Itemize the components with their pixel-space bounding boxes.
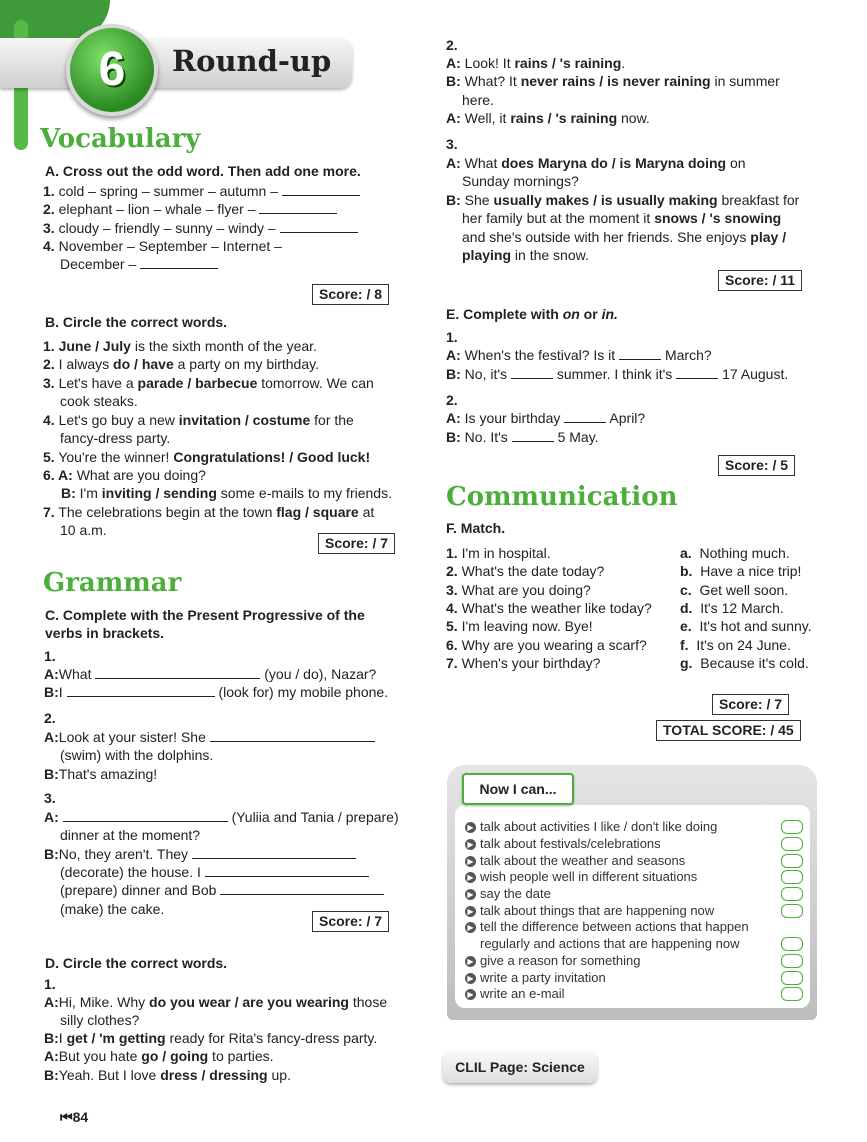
item-text: Let's have a [58,375,138,391]
item-text: The celebrations begin at the town [58,504,277,520]
item-letter: f. [680,637,689,653]
can-item [465,836,661,851]
line-text: (you / do), Nazar? [264,666,377,682]
instruction-f: F. Match. [446,520,506,536]
play-icon: ▶ [465,856,476,867]
item-number: 5. [43,449,55,465]
match-right [680,544,790,563]
item-text: I'm in hospital. [461,545,551,561]
now-i-can-button[interactable]: Now I can... [462,773,574,805]
item-number: 1. [446,545,458,561]
can-item [465,919,749,934]
item-number: 6. [446,637,458,653]
answer-blank[interactable] [259,201,337,214]
item-letter: a. [680,545,692,561]
choice[interactable]: do / have [113,356,174,372]
vocab-b-item: 10 a.m. [60,522,107,538]
checkbox[interactable] [781,837,803,851]
answer-blank[interactable] [282,183,360,196]
vocab-b-item: cook steaks. [60,393,138,409]
line-text: . [621,55,626,71]
can-item [465,970,606,985]
line-text: I [58,1030,67,1046]
dialogue-line: (make) the cake. [60,901,165,917]
play-icon: ▶ [465,956,476,967]
line-text: those [348,994,388,1010]
item-number: 4. [446,600,458,616]
checkbox[interactable] [781,904,803,918]
can-item-text: talk about festivals/celebrations [480,836,661,851]
line-text: (look for) my mobile phone. [218,684,389,700]
dialogue-line: A:Look at your sister! She [44,728,375,747]
line-text: No, it's [464,366,508,382]
vocab-a-item [43,219,358,238]
dialogue-line: B:No, they aren't. They [44,845,356,864]
answer-blank[interactable] [210,729,375,742]
play-icon: ▶ [465,872,476,883]
section-title-vocabulary: Vocabulary [40,124,201,154]
choice[interactable]: dress / dressing [160,1067,268,1083]
dialogue-line: B:I (look for) my mobile phone. [44,684,389,700]
checkbox[interactable] [781,887,803,901]
instruction-d: D. Circle the correct words. [45,955,228,971]
line-text: April? [609,410,646,426]
item-text: It's 12 March. [700,600,784,616]
answer-blank[interactable] [512,429,554,442]
match-left [446,599,652,618]
dialogue-line: B: No, it's summer. I think it's 17 August. [446,366,789,382]
item-letter: d. [680,600,693,616]
choice[interactable]: rains / 's raining [510,110,618,126]
page-number-text: 84 [72,1109,89,1125]
item-text: Because it's cold. [700,655,809,671]
match-left [446,562,604,581]
line-text: What [58,666,92,682]
can-item-continued: regularly and actions that are happening now [480,936,740,951]
item-text: elephant – lion – whale – flyer – [58,201,256,217]
match-left [446,544,551,563]
line-text: now. [617,110,650,126]
play-icon: ▶ [465,989,476,1000]
play-icon: ▶ [465,922,476,933]
item-text: When's your birthday? [461,655,601,671]
vocab-a-item [43,182,360,201]
answer-blank[interactable] [63,809,228,822]
item-number: 1. [44,648,56,664]
answer-blank[interactable] [619,347,661,360]
dialogue-line [60,881,384,900]
line-text: (Yuliia and Tania / prepare) [231,809,399,825]
score-box: Score: / 7 [312,911,389,932]
dialogue-line: A: (Yuliia and Tania / prepare) [44,809,399,825]
vocab-b-item [43,411,354,430]
choice[interactable]: playing [462,247,512,263]
choice[interactable]: flag / square [276,504,359,520]
choice[interactable]: Congratulations! / Good luck! [173,449,371,465]
item-number: 7. [43,504,55,520]
line-text: 17 August. [722,366,789,382]
item-text: Get well soon. [699,582,789,598]
item-text: at [358,504,375,520]
line-text: in the snow. [511,247,589,263]
item-number: B: [61,485,76,501]
line-text: up. [267,1067,291,1083]
item-letter: c. [680,582,692,598]
item-text: December – [60,256,137,272]
dialogue-line: B:Yeah. But I love dress / dressing up. [44,1067,291,1083]
line-text: on [726,155,746,171]
line-text: ready for Rita's fancy-dress party. [165,1030,378,1046]
item-number: 3. [43,375,55,391]
line-text: No, they aren't. They [58,846,189,862]
answer-blank[interactable] [280,220,358,233]
checkbox[interactable] [781,854,803,868]
match-right [680,562,801,581]
score-box: Score: / 7 [318,533,395,554]
score-box: Score: / 11 [718,270,802,291]
play-icon: ▶ [465,839,476,850]
choice[interactable]: June / July [58,338,131,354]
item-number: 6. A: [43,467,73,483]
item-number: 2. [446,392,458,408]
dialogue-line: (swim) with the dolphins. [60,747,214,763]
dialogue-line [462,209,781,228]
vocab-a-item [43,200,337,219]
line-text: Well, it [464,110,511,126]
dialogue-line: A: Well, it rains / 's raining now. [446,110,650,126]
instruction-text: in. [601,306,618,322]
checkbox[interactable] [781,870,803,884]
match-right [680,636,791,655]
dialogue-line [462,228,786,247]
dialogue-line: here. [462,92,494,108]
checkbox[interactable] [781,987,803,1001]
choice[interactable]: get / 'm getting [66,1030,166,1046]
line-text: breakfast for [717,192,800,208]
checkbox[interactable] [781,937,803,951]
item-letter: g. [680,655,693,671]
vocab-b-item [43,374,374,393]
dialogue-line: A:But you hate go / going to parties. [44,1048,274,1064]
item-text: I'm [75,485,102,501]
line-text: Look at your sister! She [58,729,206,745]
answer-blank[interactable] [205,864,369,877]
choice[interactable]: does Maryna do / is Maryna doing [501,155,727,171]
checkbox[interactable] [781,954,803,968]
match-left [446,636,647,655]
dialogue-line [462,246,589,265]
item-text: I'm leaving now. Bye! [461,618,593,634]
dialogue-line: B: What? It never rains / is never raining in summer [446,73,780,89]
instruction-text: or [579,306,602,322]
item-text: tomorrow. We can [257,375,374,391]
item-number: 3. [43,220,55,236]
item-number: 4. [43,412,55,428]
play-icon: ▶ [465,822,476,833]
item-number: 4. [43,238,55,254]
line-text: What [464,155,502,171]
instruction-c-2: verbs in brackets. [45,625,165,641]
line-text: I [58,684,63,700]
item-text: Why are you wearing a scarf? [461,637,647,653]
match-left [446,581,591,600]
can-item [465,869,697,884]
line-text: in summer [710,73,780,89]
item-number: 2. [43,356,55,372]
match-right [680,617,812,636]
vocab-b-item [43,503,374,522]
dialogue-line: dinner at the moment? [60,827,201,843]
line-text: Yeah. But I love [58,1067,161,1083]
match-left [446,617,593,636]
item-number: 2. [43,201,55,217]
vocab-b-item: fancy-dress party. [60,430,171,446]
can-item-text: tell the difference between actions that happen [480,919,749,934]
dialogue-line: A:What (you / do), Nazar? [44,666,377,682]
checkbox[interactable] [781,820,803,834]
dialogue-line [60,863,369,882]
line-text: She [464,192,494,208]
item-text: What are you doing? [461,582,591,598]
choice[interactable]: play / [750,229,787,245]
item-text: Nothing much. [699,545,790,561]
can-item-text: write an e-mail [480,986,565,1001]
choice[interactable]: usually makes / is usually making [493,192,718,208]
dialogue-line: A: Is your birthday April? [446,410,646,426]
play-icon: ▶ [465,973,476,984]
can-item [465,903,714,918]
clil-page-button[interactable]: CLIL Page: Science [443,1051,597,1083]
item-number: 3. [44,790,56,806]
dialogue-line: B: She usually makes / is usually making breakfast for [446,192,800,208]
answer-blank[interactable] [140,256,218,269]
dialogue-line: A: What does Maryna do / is Maryna doing on [446,155,746,171]
dialogue-line: B: No. It's 5 May. [446,429,599,445]
can-item-text: talk about the weather and seasons [480,853,686,868]
can-item [465,853,685,868]
line-text: Look! It [464,55,515,71]
vocab-b-item [61,484,392,503]
can-item-text: talk about activities I like / don't like doing [480,819,718,834]
match-right [680,654,809,673]
score-box: Score: / 5 [718,455,795,476]
item-text: Let's go buy a new [58,412,179,428]
line-text: summer. I think it's [556,366,673,382]
item-text: some e-mails to my friends. [216,485,392,501]
can-item-text: talk about things that are happening now [480,903,715,918]
line-text: March? [664,347,712,363]
line-text: No. It's [464,429,508,445]
play-icon: ▶ [465,889,476,900]
item-text: Have a nice trip! [700,563,802,579]
item-letter: e. [680,618,692,634]
line-text: That's amazing! [58,766,158,782]
answer-blank[interactable] [95,666,260,679]
instruction-c: C. Complete with the Present Progressive of the [45,607,365,623]
line-text: When's the festival? Is it [464,347,616,363]
page-number: ⏮84 [60,1109,89,1125]
can-item [465,886,551,901]
can-item-text: wish people well in different situations [480,869,698,884]
line-text: her family but at the moment it [462,210,655,226]
total-score-box: TOTAL SCORE: / 45 [656,720,801,741]
item-text: It's on 24 June. [696,637,791,653]
vocab-b-item [43,355,319,374]
can-item [465,819,717,834]
line-text: to parties. [208,1048,274,1064]
item-text: cloudy – friendly – sunny – windy – [58,220,276,236]
line-text: What? It [464,73,521,89]
vocab-b-item [43,337,317,356]
item-text: is the sixth month of the year. [130,338,317,354]
can-item-text: write a party invitation [480,970,606,985]
item-text: What are you doing? [72,467,206,483]
item-text: You're the winner! [58,449,174,465]
line-text: (decorate) the house. I [60,864,201,880]
item-text: a party on my birthday. [173,356,319,372]
choice[interactable]: rains / 's raining [514,55,622,71]
instruction-a: A. Cross out the odd word. Then add one more. [45,163,361,179]
page-title: Round-up [172,44,332,78]
dialogue-line: B:That's amazing! [44,766,158,782]
line-text: Is your birthday [464,410,561,426]
score-box: Score: / 8 [312,284,389,305]
item-number: 2. [446,563,458,579]
vocab-a-item [43,237,282,256]
item-text: What's the date today? [461,563,605,579]
play-icon: ▶ [465,906,476,917]
answer-blank[interactable] [676,366,718,379]
item-number: 1. [43,338,55,354]
item-letter: b. [680,563,693,579]
choice[interactable]: do you wear / are you wearing [149,994,349,1010]
item-number: 1. [446,329,458,345]
can-item [465,986,565,1001]
answer-blank[interactable] [511,366,553,379]
choice[interactable]: invitation / costume [178,412,311,428]
line-text: 5 May. [557,429,599,445]
match-right [680,581,788,600]
instruction-text: on [562,306,580,322]
dialogue-line: B:I get / 'm getting ready for Rita's fancy-dress party. [44,1030,378,1046]
line-text: (prepare) dinner and Bob [60,882,217,898]
score-box: Score: / 7 [712,694,789,715]
line-text: Hi, Mike. Why [58,994,150,1010]
section-title-grammar: Grammar [43,568,182,598]
item-text: November – September – Internet – [58,238,282,254]
item-text: What's the weather like today? [461,600,652,616]
match-left [446,654,600,673]
dialogue-line: silly clothes? [60,1012,140,1028]
section-title-communication: Communication [446,482,678,512]
item-number: 3. [446,136,458,152]
item-number: 7. [446,655,458,671]
line-text: But you hate [58,1048,142,1064]
dialogue-line: Sunday mornings? [462,173,579,189]
unit-number-badge: 6 [66,24,158,116]
can-item [465,953,640,968]
answer-blank[interactable] [67,684,215,697]
vocab-a-item [60,255,218,274]
line-text: and she's outside with her friends. She enjoys [462,229,751,245]
item-number: 3. [446,582,458,598]
choice[interactable]: parade / barbecue [137,375,258,391]
vocab-b-item [43,466,206,485]
item-number: 2. [44,710,56,726]
item-number: 1. [43,183,55,199]
item-number: 2. [446,37,458,53]
instruction-b: B. Circle the correct words. [45,314,228,330]
item-text: I always [58,356,114,372]
checkbox[interactable] [781,971,803,985]
choice[interactable]: never rains / is never raining [520,73,711,89]
item-text: It's hot and sunny. [699,618,812,634]
can-item-text: give a reason for something [480,953,641,968]
instruction-text: E. Complete with [446,306,563,322]
item-number: 1. [44,976,56,992]
answer-blank[interactable] [564,410,606,423]
item-text: cold – spring – summer – autumn – [58,183,279,199]
choice[interactable]: snows / 's snowing [654,210,782,226]
dialogue-line: A:Hi, Mike. Why do you wear / are you wearing those [44,994,388,1010]
choice[interactable]: go / going [141,1048,209,1064]
vocab-b-item [43,448,370,467]
answer-blank[interactable] [192,846,356,859]
item-number: 5. [446,618,458,634]
choice[interactable]: inviting / sending [101,485,217,501]
item-text: for the [310,412,354,428]
dialogue-line: A: When's the festival? Is it March? [446,347,712,363]
instruction-e [446,306,618,322]
can-item-text: say the date [480,886,551,901]
match-right [680,599,784,618]
dialogue-line: A: Look! It rains / 's raining. [446,55,626,71]
answer-blank[interactable] [220,882,384,895]
